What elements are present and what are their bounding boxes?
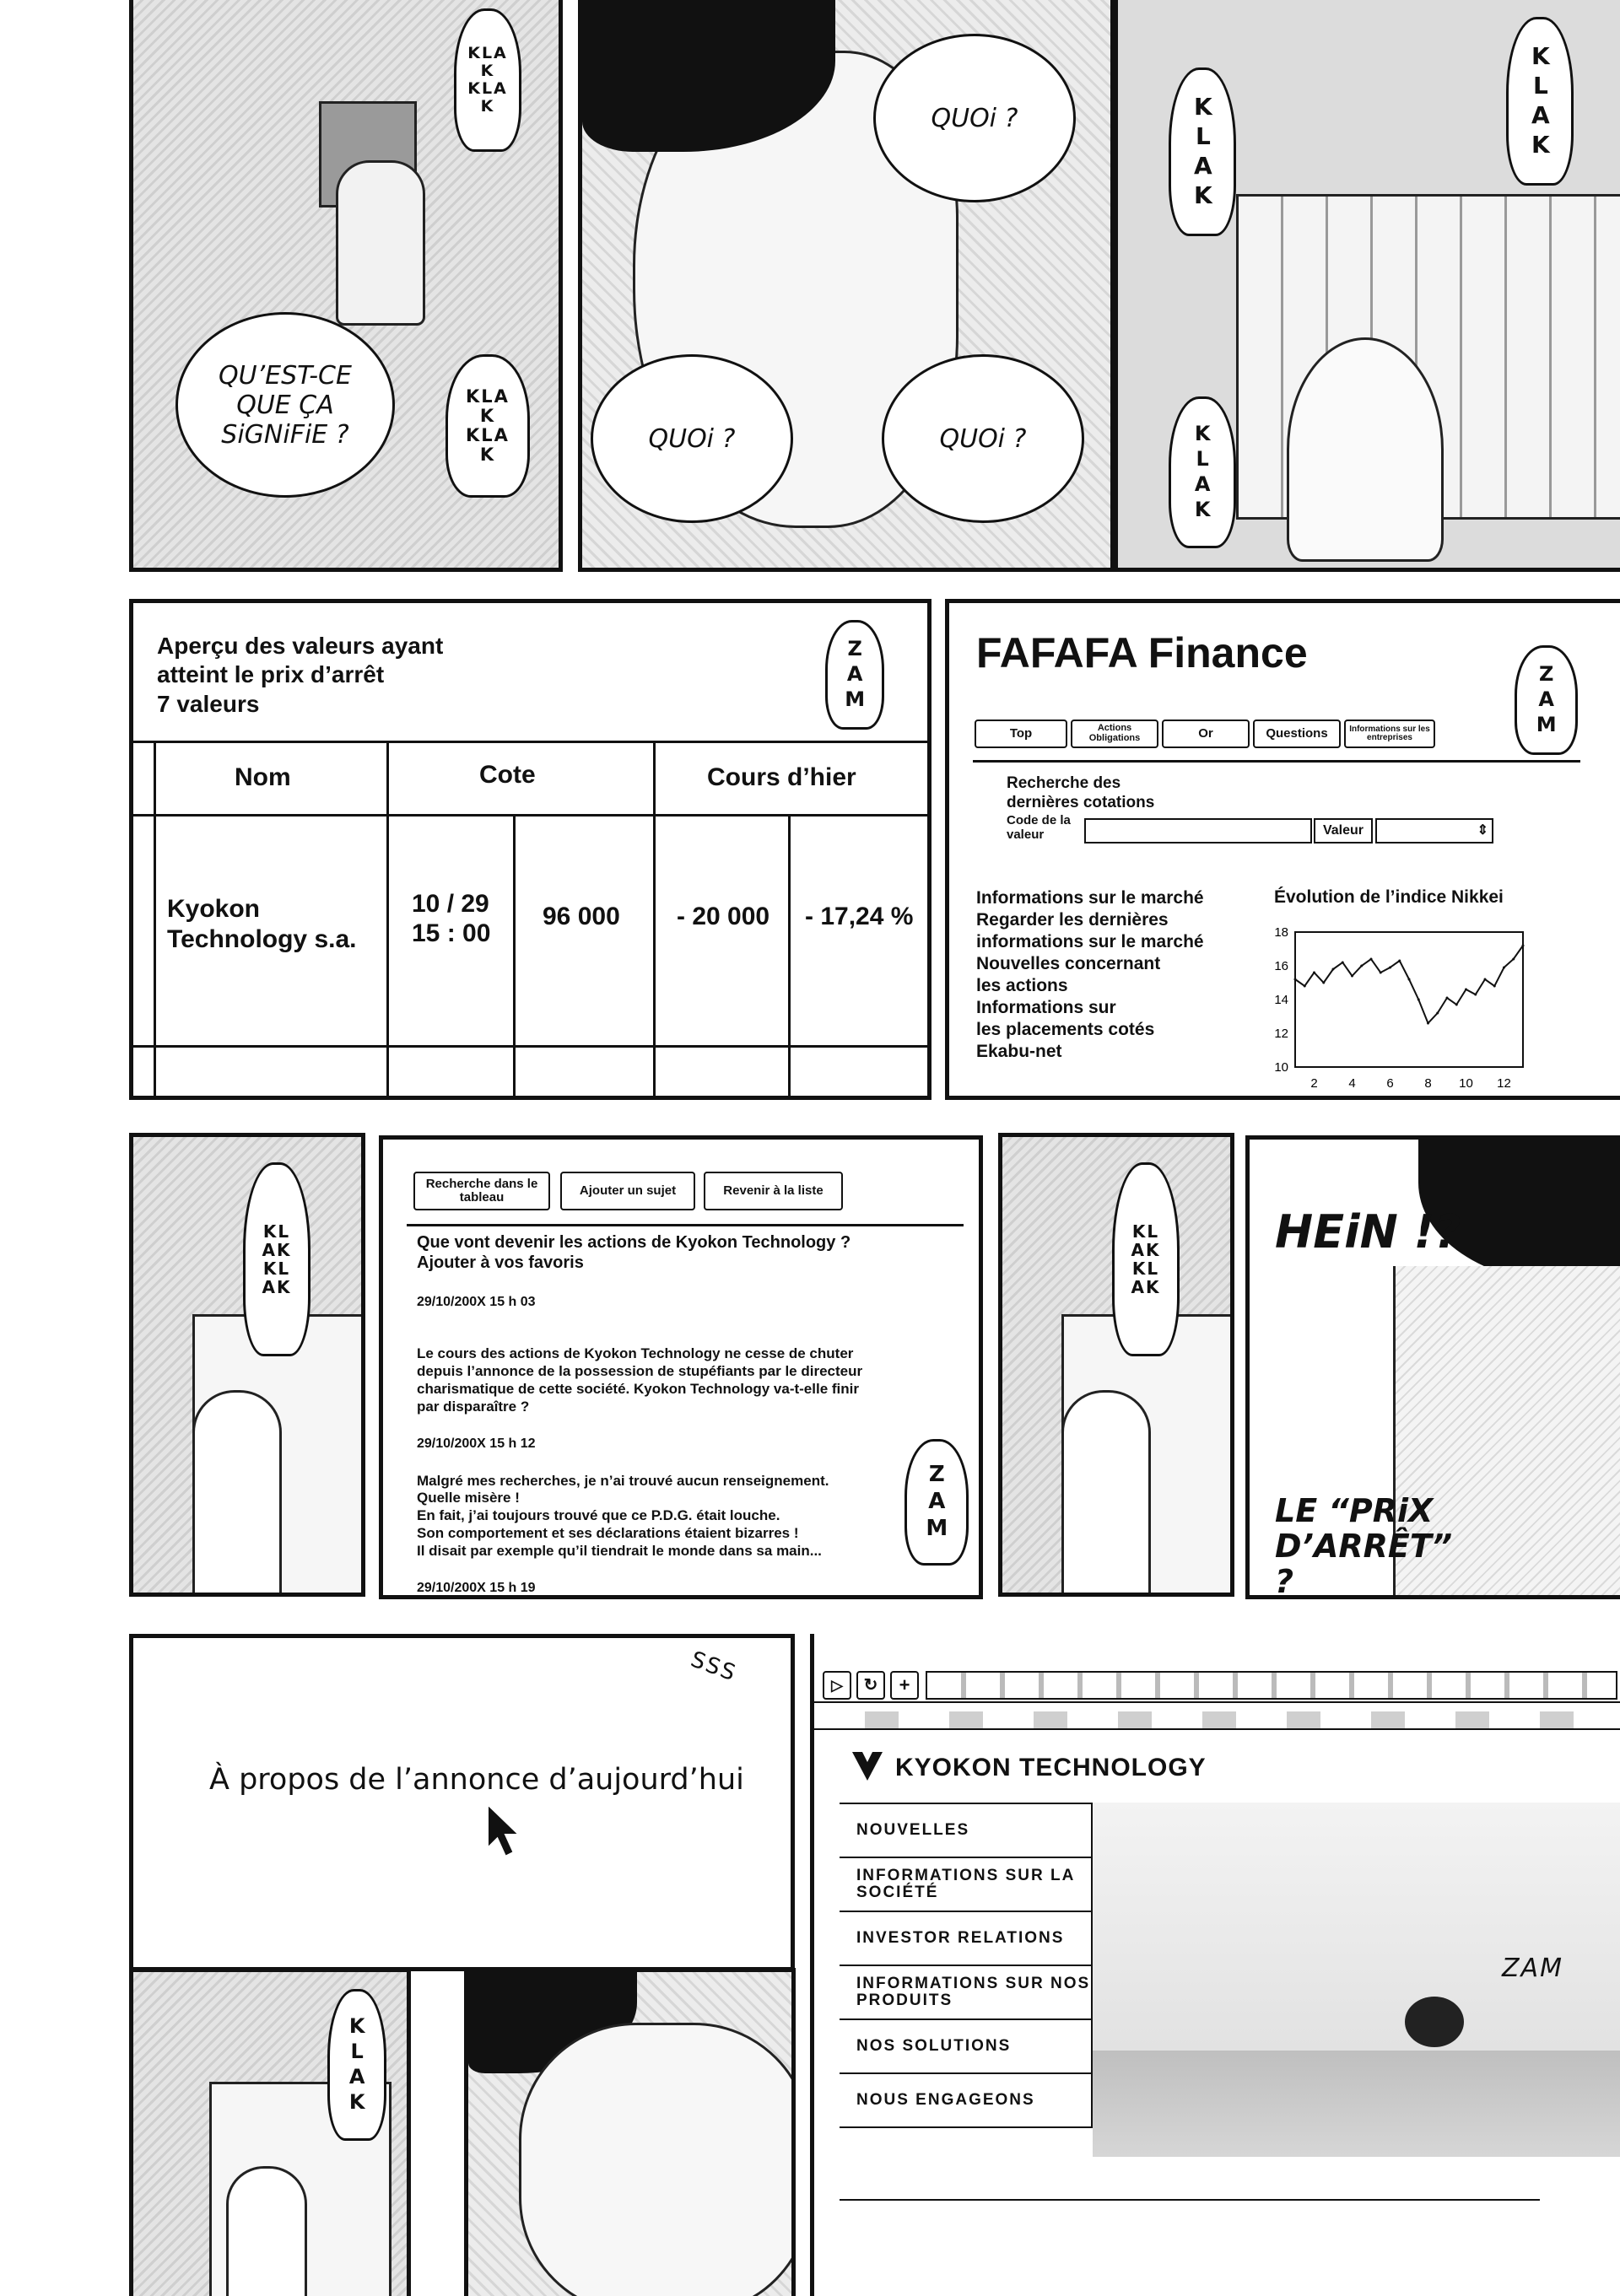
- menu-informations-societe[interactable]: INFORMATIONS SUR LA SOCIÉTÉ: [840, 1857, 1093, 1912]
- menu-nos-solutions[interactable]: NOS SOLUTIONS: [840, 2018, 1093, 2074]
- menu-nous-engageons[interactable]: NOUS ENGAGEONS: [840, 2072, 1093, 2128]
- add-subject-button[interactable]: Ajouter un sujet: [560, 1172, 695, 1210]
- post-date-3: 29/10/200X 15 h 19: [417, 1581, 536, 1596]
- speech-bubble-1: QUOi ?: [873, 34, 1076, 202]
- nikkei-point: [1455, 1004, 1458, 1006]
- y-tick-label: 16: [1274, 959, 1288, 973]
- panel-man-confused: [1245, 1135, 1620, 1599]
- cell-date: 10 / 29: [412, 890, 489, 918]
- finger-figure-2: [1061, 1390, 1151, 1597]
- nikkei-point: [1294, 978, 1297, 981]
- speech-bubble-2: QUOi ?: [591, 354, 793, 523]
- table-rule-bottom: [133, 1045, 927, 1048]
- sfx-zam-bubble: [825, 620, 884, 730]
- sfx-klak-bubble-d: [243, 1162, 310, 1356]
- nikkei-point: [1304, 985, 1306, 988]
- panel-keyboard: [1114, 0, 1620, 572]
- tab-questions[interactable]: Questions: [1253, 720, 1341, 748]
- sfx-klak-bubble-a: [1169, 67, 1236, 236]
- question-prix-arret: LE “PRiX D’ARRÊT” ?: [1275, 1492, 1453, 1599]
- post-date-2: 29/10/200X 15 h 12: [417, 1436, 536, 1452]
- nikkei-point: [1418, 999, 1420, 1001]
- link-news-2[interactable]: les actions: [976, 976, 1068, 996]
- sfx-klak-e: KLAK KLAK: [1131, 1221, 1161, 1297]
- sfx-zam-4: ZAM: [1502, 1954, 1563, 1983]
- x-tick-label: 8: [1424, 1076, 1432, 1091]
- chart-frame: [1295, 932, 1523, 1067]
- heading-line-3: 7 valeurs: [157, 690, 260, 717]
- panel-hand-typing-right: [998, 1133, 1234, 1597]
- cell-company-name: Kyokon Technology s.a.: [167, 895, 357, 953]
- sfx-klak-f: KLAK: [345, 2014, 370, 2115]
- panel-stop-price-table: [129, 599, 932, 1100]
- nikkei-point: [1332, 968, 1335, 971]
- sfx-zam-bubble-3: [904, 1439, 969, 1566]
- announcement-link[interactable]: À propos de l’annonce d’aujourd’hui: [209, 1763, 744, 1797]
- cell-percent: - 17,24 %: [805, 903, 914, 930]
- kyokon-logo-icon: [852, 1752, 883, 1781]
- sfx-klak-text: KLAK KLAK: [467, 44, 508, 116]
- table-vline-2: [513, 814, 516, 1100]
- post-1-line-3: charismatique de cette société. Kyokon Technology va-t-elle finir: [417, 1380, 859, 1397]
- sfx-zam-2: ZAM: [1534, 662, 1558, 738]
- nikkei-point: [1408, 978, 1411, 981]
- play-icon[interactable]: ▷: [823, 1671, 851, 1700]
- post-1-line-1: Le cours des actions de Kyokon Technology ne cesse de chuter: [417, 1345, 854, 1362]
- chart-title: Évolution de l’indice Nikkei: [1274, 887, 1504, 907]
- nikkei-point: [1484, 978, 1487, 981]
- menu-informations-produits[interactable]: INFORMATIONS SUR NOS PRODUITS: [840, 1965, 1093, 2020]
- hand-figure: [1287, 337, 1444, 562]
- table-vline-0: [154, 741, 156, 1100]
- column-header-nom: Nom: [235, 763, 291, 791]
- x-tick-label: 2: [1310, 1076, 1318, 1091]
- valeur-select[interactable]: [1375, 818, 1493, 843]
- add-icon[interactable]: +: [890, 1671, 919, 1700]
- tab-or[interactable]: Or: [1162, 720, 1250, 748]
- cursor-icon: [488, 1807, 518, 1857]
- post-2-line-3: En fait, j’ai toujours trouvé que ce P.D.G. était louche.: [417, 1507, 780, 1524]
- nikkei-point: [1351, 975, 1353, 978]
- thread-title: Que vont devenir les actions de Kyokon Technology ?: [417, 1233, 851, 1252]
- link-ekabu[interactable]: Ekabu-net: [976, 1042, 1062, 1062]
- browser-subbar: [814, 1711, 1620, 1730]
- nikkei-point: [1493, 985, 1496, 988]
- post-2-line-2: Quelle misère !: [417, 1490, 520, 1506]
- panel-face-shock: [578, 0, 1115, 572]
- valeur-button[interactable]: Valeur: [1314, 818, 1373, 843]
- sfx-zam-3: ZAM: [924, 1462, 950, 1543]
- x-tick-label: 12: [1497, 1076, 1511, 1091]
- site-footer-rule: [840, 2199, 1540, 2201]
- nikkei-point: [1370, 958, 1373, 961]
- sfx-klak-b: KLAK: [1526, 42, 1555, 160]
- sfx-zam-bubble-2: [1515, 645, 1578, 755]
- link-placements-2[interactable]: les placements cotés: [976, 1020, 1155, 1040]
- panel-announcement: [129, 1634, 795, 1971]
- cell-change: - 20 000: [677, 903, 770, 930]
- link-news[interactable]: Nouvelles concernant: [976, 954, 1161, 974]
- address-bar[interactable]: [926, 1671, 1617, 1700]
- browser-toolbar: [814, 1668, 1620, 1703]
- post-1-line-2: depuis l’annonce de la possession de stupéfiants par le directeur: [417, 1363, 863, 1380]
- heading-line-1: Aperçu des valeurs ayant: [157, 633, 444, 659]
- add-favorites-link[interactable]: Ajouter à vos favoris: [417, 1253, 584, 1273]
- tab-top[interactable]: Top: [975, 720, 1067, 748]
- nikkei-point: [1342, 962, 1344, 964]
- sfx-klak-a: KLAK: [1189, 93, 1218, 211]
- heading-line-2: atteint le prix d’arrêt: [157, 661, 385, 688]
- nikkei-point: [1522, 945, 1525, 947]
- panel-kyokon-site: [810, 1634, 1620, 2296]
- sfx-klak-bubble-b: [1506, 17, 1574, 186]
- menu-investor-relations[interactable]: INVESTOR RELATIONS: [840, 1911, 1093, 1966]
- cell-price: 96 000: [543, 903, 620, 930]
- nikkei-chart: [1261, 924, 1531, 1100]
- nikkei-point: [1360, 965, 1363, 967]
- sfx-klak-bubble-e: [1112, 1162, 1180, 1356]
- nikkei-point: [1322, 982, 1325, 984]
- search-board-button[interactable]: Recherche dans le tableau: [413, 1172, 550, 1210]
- face-figure-3: [519, 2023, 796, 2296]
- x-tick-label: 4: [1348, 1076, 1356, 1091]
- y-tick-label: 14: [1274, 993, 1288, 1007]
- sfx-klak-bubble-f: [327, 1989, 386, 2141]
- code-input[interactable]: [1084, 818, 1312, 843]
- refresh-icon[interactable]: ↻: [856, 1671, 885, 1700]
- sfx-klak-text-2: KLAK KLAK: [466, 385, 510, 466]
- sfx-zam: ZAM: [843, 637, 867, 713]
- post-2-line-5: Il disait par exemple qu’il tiendrait le monde dans sa main...: [417, 1542, 822, 1559]
- nikkei-point: [1512, 958, 1515, 961]
- table-vline-1: [386, 741, 389, 1100]
- y-tick-label: 12: [1274, 1027, 1288, 1041]
- nikkei-point: [1398, 960, 1401, 962]
- table-heading: [157, 632, 443, 719]
- post-date-1: 29/10/200X 15 h 03: [417, 1294, 536, 1309]
- back-to-list-button[interactable]: Revenir à la liste: [704, 1172, 843, 1210]
- link-latest-2[interactable]: informations sur le marché: [976, 932, 1204, 952]
- forum-divider: [407, 1224, 964, 1226]
- panel-hand-bottom: [129, 1968, 411, 2296]
- sfx-klak-bubble-c: [1169, 396, 1236, 548]
- man-figure: [336, 160, 425, 326]
- tab-informations-entreprises[interactable]: Informations sur les entreprises: [1344, 720, 1435, 748]
- cell-time: 15 : 00: [412, 919, 491, 947]
- sfx-sss: SSS: [687, 1647, 741, 1687]
- nikkei-point: [1436, 1012, 1439, 1015]
- link-latest[interactable]: Regarder les dernières: [976, 910, 1169, 930]
- code-label: Code de la valeur: [1007, 813, 1071, 842]
- nikkei-series-line: [1295, 946, 1523, 1023]
- table-vline-3: [653, 741, 656, 1100]
- speech-bubble-3: QUOi ?: [882, 354, 1084, 523]
- nikkei-point: [1446, 997, 1449, 1000]
- link-placements[interactable]: Informations sur: [976, 998, 1116, 1018]
- x-tick-label: 6: [1386, 1076, 1394, 1091]
- panel-fafafa-finance: [945, 599, 1620, 1100]
- speech-bubble: QU’EST-CE QUE ÇA SiGNiFiE ?: [176, 312, 395, 498]
- nikkei-point: [1465, 989, 1467, 991]
- nikkei-point: [1474, 994, 1477, 996]
- exclamation-hein: HEiN !?: [1275, 1205, 1461, 1258]
- sfx-klak-c: KLAK: [1191, 422, 1215, 523]
- nikkei-point: [1503, 967, 1505, 969]
- site-menu: [840, 1803, 1093, 2140]
- table-rule-top: [133, 741, 927, 743]
- sfx-klak-d: KLAK KLAK: [262, 1221, 292, 1297]
- nikkei-point: [1380, 972, 1382, 974]
- link-market-info[interactable]: Informations sur le marché: [976, 888, 1204, 908]
- panel-forum: [379, 1135, 983, 1599]
- tree-figure: [1405, 1997, 1464, 2047]
- panel-face-bottom: [464, 1968, 796, 2296]
- forum-thread: [417, 1232, 957, 1597]
- sfx-klak-bubble: [454, 8, 521, 152]
- table-vline-4: [788, 814, 791, 1100]
- column-header-cote: Cote: [479, 761, 536, 789]
- tab-underline: [973, 760, 1580, 763]
- nikkei-point: [1313, 972, 1315, 974]
- nikkei-point: [1389, 967, 1391, 969]
- post-2-line-1: Malgré mes recherches, je n’ai trouvé aucun renseignement.: [417, 1472, 829, 1489]
- sfx-klak-bubble-2: [446, 354, 530, 498]
- kyokon-brand: KYOKON TECHNOLOGY: [895, 1754, 1207, 1781]
- y-tick-label: 10: [1274, 1060, 1288, 1075]
- column-header-cours: Cours d’hier: [707, 763, 856, 791]
- search-title: Recherche des dernières cotations: [1007, 774, 1155, 811]
- table-rule-header: [133, 814, 927, 817]
- panel-office-overhead: [129, 0, 563, 572]
- market-links: [976, 887, 1204, 1063]
- site-title: FAFAFA Finance: [976, 629, 1308, 676]
- nikkei-point: [1427, 1022, 1429, 1025]
- tab-actions-obligations[interactable]: Actions Obligations: [1071, 720, 1158, 748]
- menu-nouvelles[interactable]: NOUVELLES: [840, 1803, 1093, 1858]
- y-tick-label: 18: [1274, 925, 1288, 940]
- finger-figure: [192, 1390, 282, 1597]
- post-1-line-4: par disparaître ?: [417, 1398, 530, 1415]
- x-tick-label: 10: [1459, 1076, 1473, 1091]
- chevron-updown-icon: ⇕: [1477, 823, 1488, 838]
- panel-hand-typing-left: [129, 1133, 365, 1597]
- finger-figure-3: [226, 2166, 307, 2296]
- post-2-line-4: Son comportement et ses déclarations étaient bizarres !: [417, 1524, 799, 1541]
